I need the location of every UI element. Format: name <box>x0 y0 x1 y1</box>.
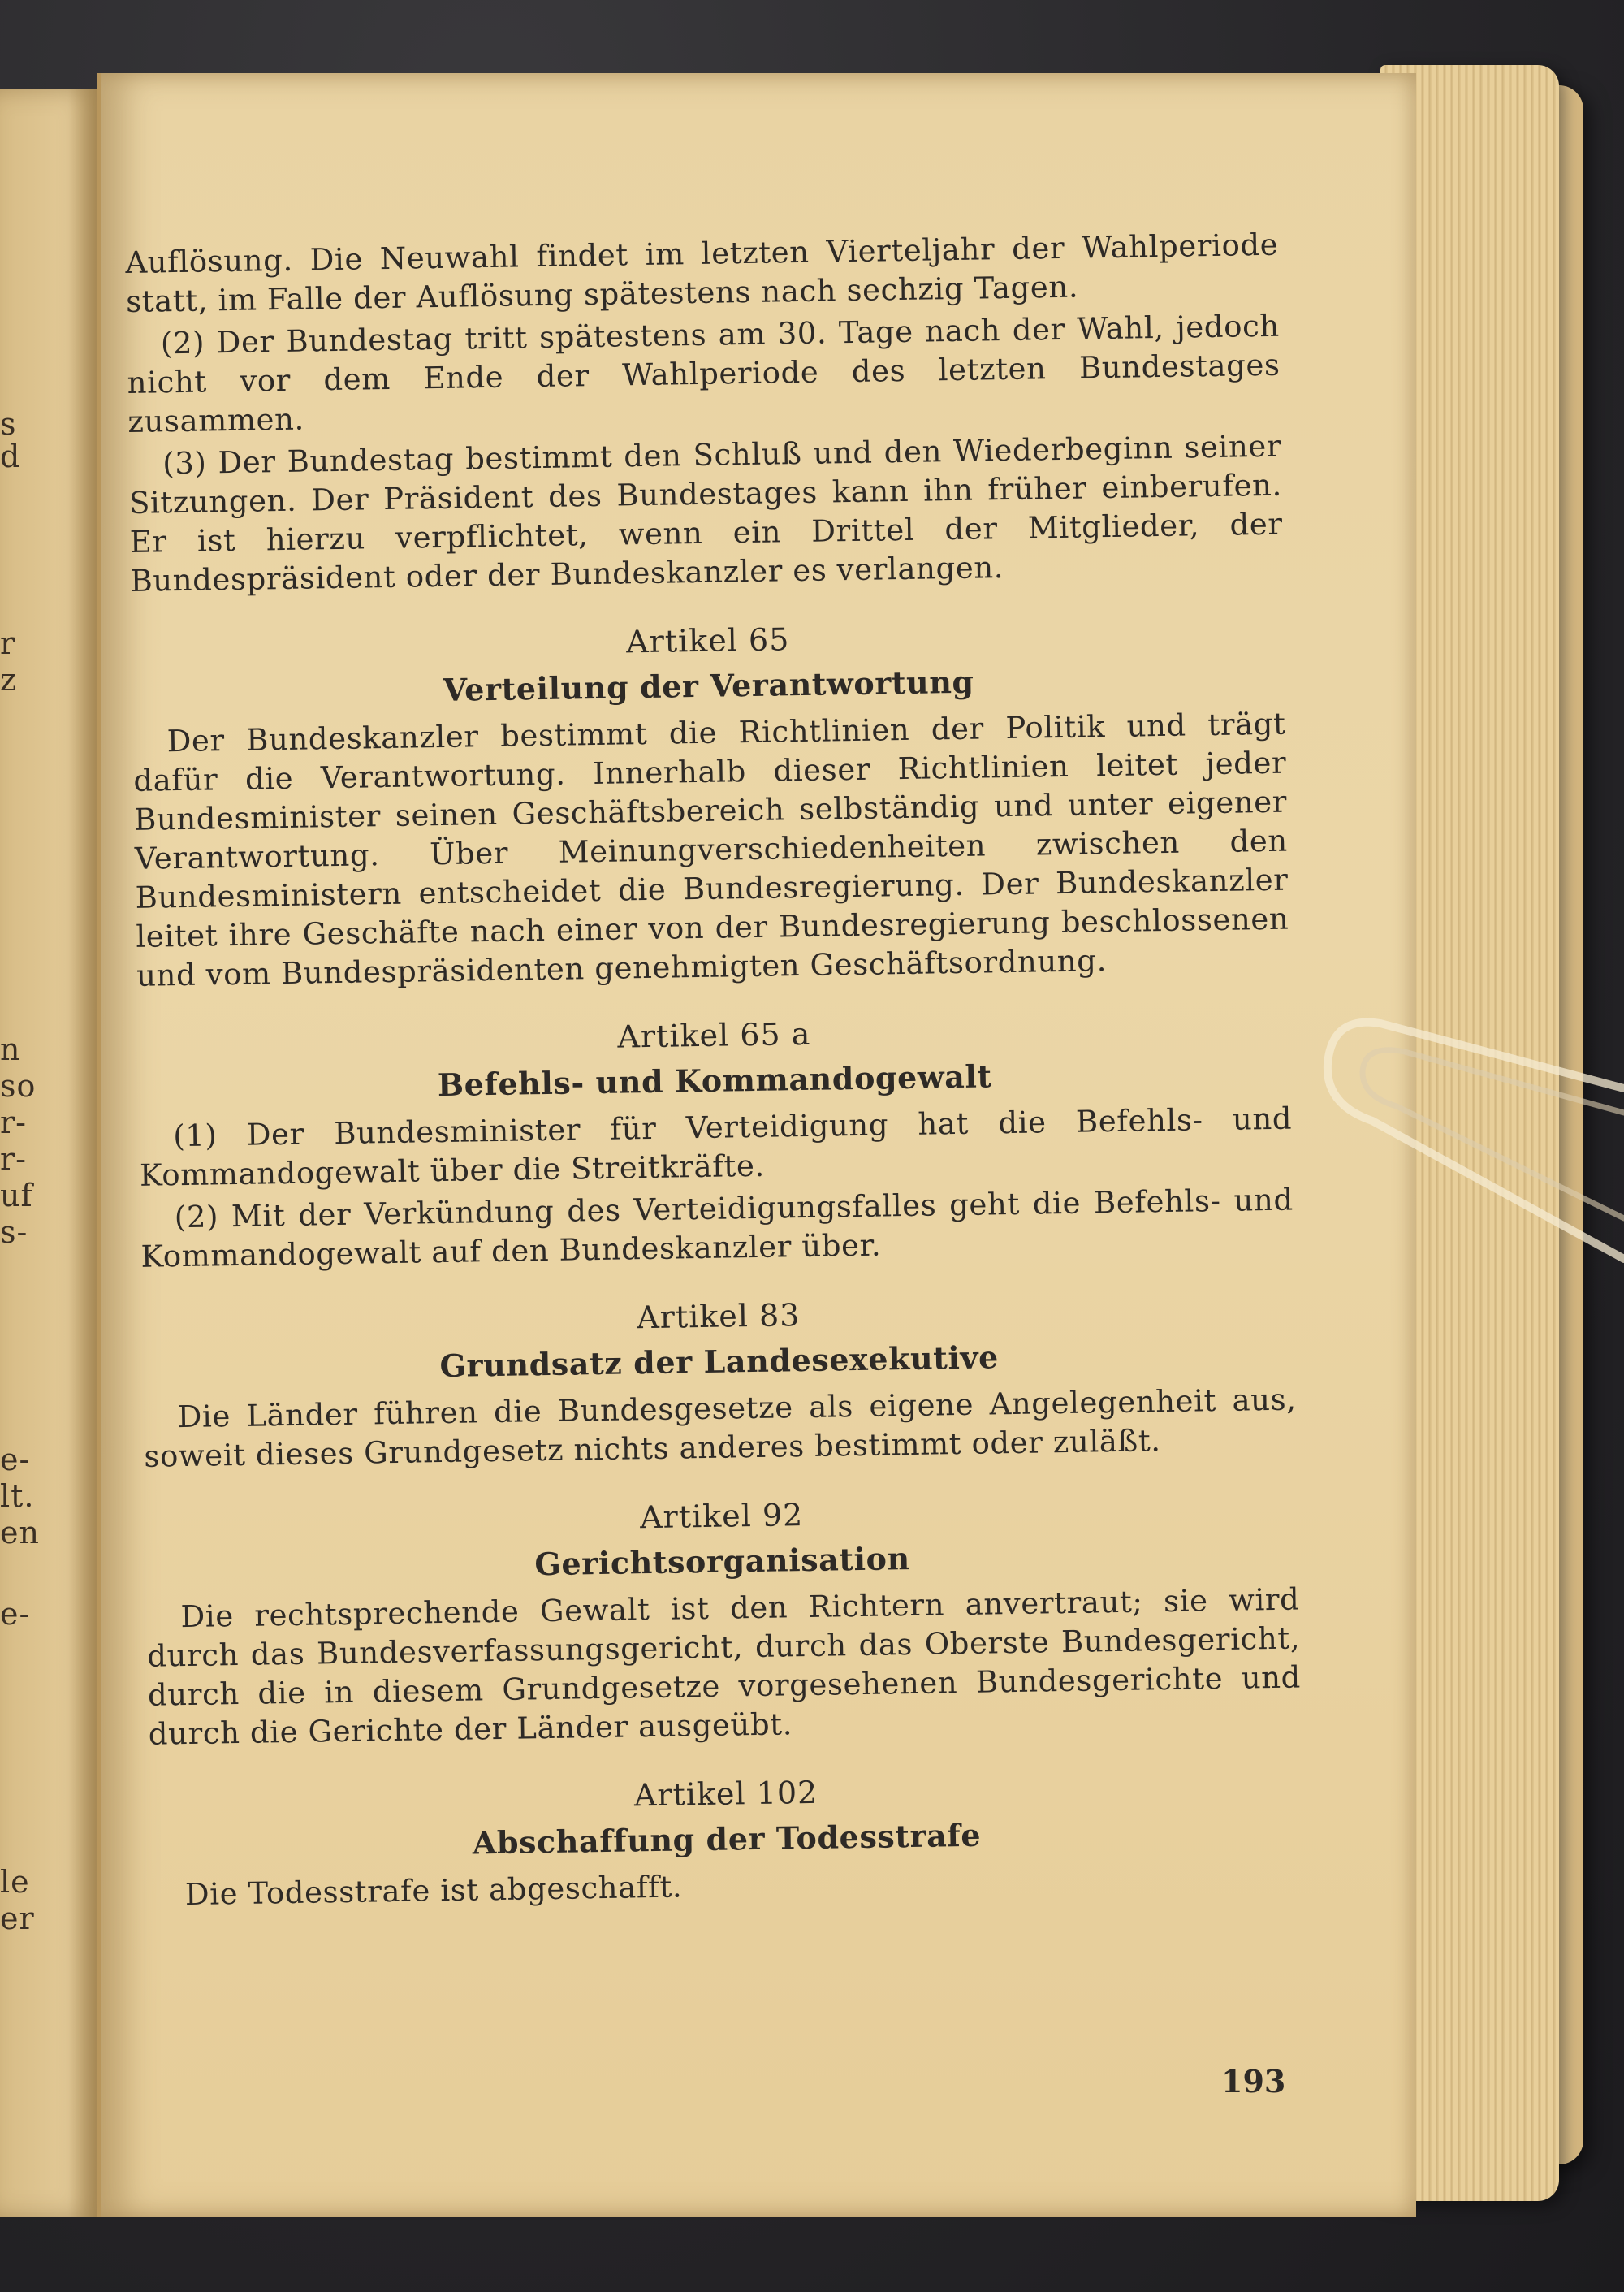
left-page-fragment: r- <box>0 1141 28 1177</box>
intro-paragraph: (2) Der Bundestag tritt spätestens am 30. Tage nach der Wahl, jedoch nicht vor dem Ende der Wahlperiode des letzten Bundestages zusammen. <box>127 308 1281 439</box>
left-page-fragment: er <box>0 1901 35 1936</box>
article-title: Befehls- und Kommandogewalt <box>437 1057 992 1104</box>
article-83 <box>142 1288 1298 1477</box>
left-page-fragment: en <box>0 1515 40 1550</box>
left-page-fragment: z <box>0 662 18 698</box>
left-page-fragment: r- <box>0 1105 28 1140</box>
article-number: Artikel 92 <box>639 1497 804 1536</box>
left-page-fragment: n <box>0 1031 21 1067</box>
article-number: Artikel 102 <box>633 1774 818 1814</box>
left-page-fragment: e- <box>0 1596 31 1632</box>
page-number: 193 <box>1221 2063 1286 2100</box>
article-paragraph: Der Bundeskanzler bestimmt die Richtlinien der Politik und trägt dafür die Verantwortung. Innerhalb dieser Richtlinien leitet jeder Bundesminister seinen Geschäftsbereich selbständig und unter eigener Verantwortung. Über Meinungverschiedenheiten zwischen den Bundesministern entscheidet die Bundesregierung. Der Bundeskanzler leitet ihre Geschäfte nach einer von der Bundesregierung beschlossenen und vom Bundespräsidenten genehmigten Geschäftsordnung. <box>133 706 1289 993</box>
article-title: Abschaffung der Todesstrafe <box>472 1816 982 1862</box>
paper-clip-icon <box>1315 1015 1624 1275</box>
left-page-fragment: r <box>0 625 16 661</box>
left-page-fragment: lt. <box>0 1478 35 1514</box>
left-page-fragment: s- <box>0 1214 28 1250</box>
left-page-fragment: d <box>0 439 21 474</box>
article-102 <box>149 1765 1304 1914</box>
article-paragraph: Die rechtsprechende Gewalt ist den Richtern anvertraut; sie wird durch das Bundesverfassungsgericht, durch das Oberste Bundesgericht, durch die in diesem Grundgesetze vorgesehenen Bundesgerichte und durch die Gerichte der Länder ausgeübt. <box>146 1581 1302 1752</box>
article-65a <box>137 1007 1294 1277</box>
left-page-fragment: s <box>0 406 17 442</box>
left-page-fragment: so <box>0 1068 37 1104</box>
article-title: Verteilung der Verantwortung <box>443 663 974 708</box>
article-paragraph: Die Länder führen die Bundesgesetze als eigene Angelegenheit aus, soweit dieses Grundgesetz nichts anderes bestimmt oder zuläßt. <box>144 1382 1297 1474</box>
article-paragraph: (2) Mit der Verkündung des Verteidigungsfalles geht die Befehls- und Kommandogewalt auf den Bundeskanzler über. <box>140 1182 1294 1274</box>
intro-paragraph: Auflösung. Die Neuwahl findet im letzten Vierteljahr der Wahlperiode statt, im Falle der Auflösung spätestens nach sechzig Tagen. <box>125 227 1279 319</box>
article-number: Artikel 65 a <box>617 1015 811 1055</box>
article-title: Grundsatz der Landesexekutive <box>439 1338 1000 1385</box>
intro-paragraph: (3) Der Bundestag bestimmt den Schluß und den Wiederbeginn seiner Sitzungen. Der Präsident des Bundestages kann ihn früher einberufen. Er ist hierzu verpflichtet, wenn ein Drittel der Mitglieder, der Bundespräsident oder der Bundeskanzler es verlangen. <box>128 428 1283 599</box>
article-65 <box>131 612 1289 996</box>
article-title: Gerichtsorganisation <box>534 1540 911 1583</box>
article-paragraph: (1) Der Bundesminister für Verteidigung hat die Befehls- und Kommandogewalt über die Streitkräfte. <box>139 1101 1293 1193</box>
article-92 <box>145 1488 1302 1754</box>
left-page-fragment: uf <box>0 1178 33 1213</box>
article-number: Artikel 83 <box>636 1297 801 1336</box>
article-number: Artikel 65 <box>625 621 790 660</box>
page-text <box>125 226 1304 1918</box>
left-page-fragment: le <box>0 1864 30 1900</box>
article-paragraph: Die Todesstrafe ist abgeschafft. <box>184 1869 683 1913</box>
book-page <box>97 73 1416 2217</box>
left-page-fragment: e- <box>0 1442 31 1477</box>
left-page-sliver <box>0 89 102 2217</box>
